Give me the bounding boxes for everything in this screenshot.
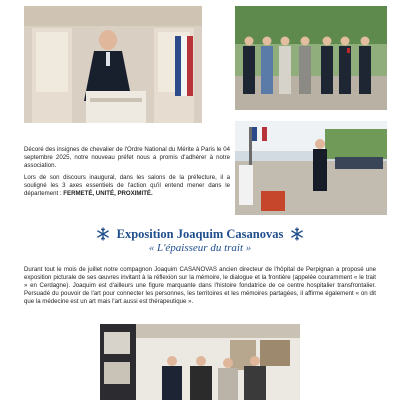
prefect-speech-photo [24,6,202,123]
exhibition-group-photo [100,324,300,400]
exhibition-subtitle: « L'épaisseur du trait » [148,242,252,254]
prefect-decoration-paragraph: Décoré des insignes de chevalier de l'Ordre National du Mérite à Paris le 04 septembre 2025, notre nouveau préfet nous a promis d'adhérer à notre association. [24,146,230,170]
ceremony-photo [235,121,387,215]
speech-lead-text: Lors de son discours inaugural, dans les salons de la préfecture, il a souligné les 3 axes essentiels de l'action qu'il entend mener dans le département : [24,174,230,198]
speech-axes-text: FERMETÉ, UNITÉ, PROXIMITÉ. [63,190,153,198]
inaugural-speech-paragraph [24,174,230,198]
exhibition-body-paragraph: Durant tout le mois de juillet notre compagnon Joaquim CASANOVAS ancien directeur de l'hôpital de Perpignan a proposé une exposition picturale de ses œuvres invitant à la réflexion sur la mémoire, le dialogue et la frontière (appelée couramment « le trait » en Cerdagne). Joaquim est d'ailleurs une figure marquante dans l'histoire fondatrice de ce centre hospitalier transfrontalier. Persuadé du pouvoir de l'art pour connecter les personnes, les territoires et les mémoires partagées, il affirme également « on dit que la médecine est un art mais l'art aussi est thérapeutique ». [24,266,376,306]
officials-group-photo [235,6,387,110]
exhibition-title: Exposition Joaquim Casanovas [116,227,284,241]
